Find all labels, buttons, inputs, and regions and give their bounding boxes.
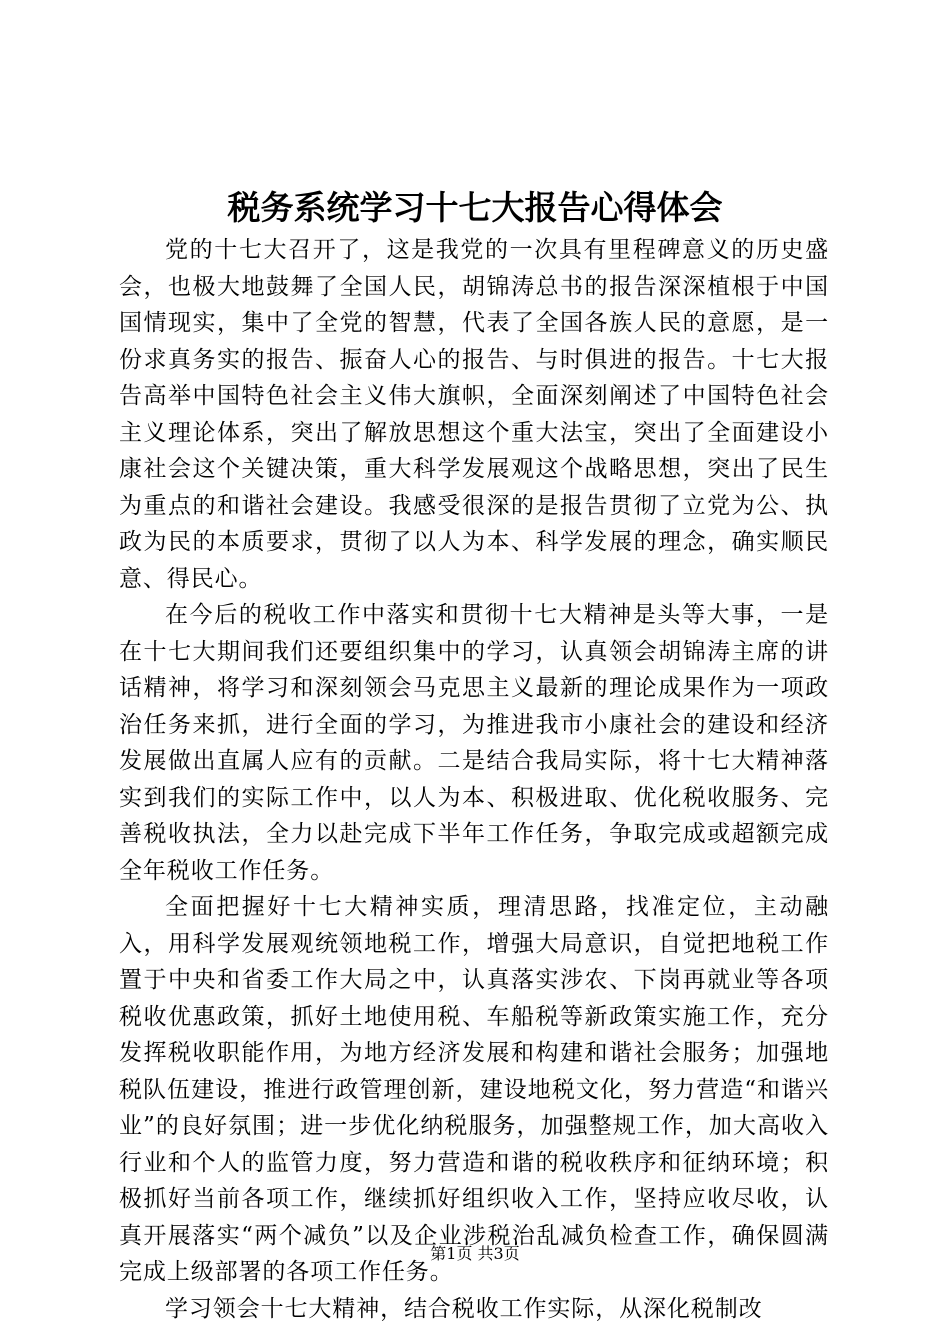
page-number-footer: 第1页 共3页 xyxy=(430,1244,520,1263)
paragraph-3: 全面把握好十七大精神实质，理清思路，找准定位，主动融入，用科学发展观统领地税工作，增强大局意识，自觉把地税工作置于中央和省委工作大局之中，认真落实涉农、下岗再就业等各项税收优惠政策，抓好土地使用税、车船税等新政策实施工作，充分发挥税收职能作用，为地方经济发展和构建和谐社会服务；加强地税队伍建设，推进行政管理创新，建设地税文化，努力营造“和谐兴业”的良好氛围；进一步优化纳税服务，加强整规工作，加大高收入行业和个人的监管力度，努力营造和谐的税收秩序和征纳环境；积极抓好当前各项工作，继续抓好组织收入工作，坚持应收尽收，认真开展落实“两个减负”以及企业涉税治乱减负检查工作，确保圆满完成上级部署的各项工作任务。 xyxy=(119,894,829,1285)
document-body xyxy=(119,232,829,1327)
paragraph-4: 学习领会十七大精神，结合税收工作实际，从深化税制改 xyxy=(165,1295,763,1322)
paragraph-1: 党的十七大召开了，这是我党的一次具有里程碑意义的历史盛会，也极大地鼓舞了全国人民，胡锦涛总书的报告深深植根于中国国情现实，集中了全党的智慧，代表了全国各族人民的意愿，是一份求真务实的报告、振奋人心的报告、与时俱进的报告。十七大报告高举中国特色社会主义伟大旗帜，全面深刻阐述了中国特色社会主义理论体系，突出了解放思想这个重大法宝，突出了全面建设小康社会这个关键决策，重大科学发展观这个战略思想，突出了民生为重点的和谐社会建设。我感受很深的是报告贯彻了立党为公、执政为民的本质要求，贯彻了以人为本、科学发展的理念，确实顺民意、得民心。 xyxy=(119,237,829,592)
paragraph-2: 在今后的税收工作中落实和贯彻十七大精神是头等大事，一是在十七大期间我们还要组织集中的学习，认真领会胡锦涛主席的讲话精神，将学习和深刻领会马克思主义最新的理论成果作为一项政治任务来抓，进行全面的学习，为推进我市小康社会的建设和经济发展做出直属人应有的贡献。二是结合我局实际，将十七大精神落实到我们的实际工作中，以人为本、积极进取、优化税收服务、完善税收执法，全力以赴完成下半年工作任务，争取完成或超额完成全年税收工作任务。 xyxy=(119,602,829,884)
document-title: 税务系统学习十七大报告心得体会 xyxy=(227,188,723,227)
